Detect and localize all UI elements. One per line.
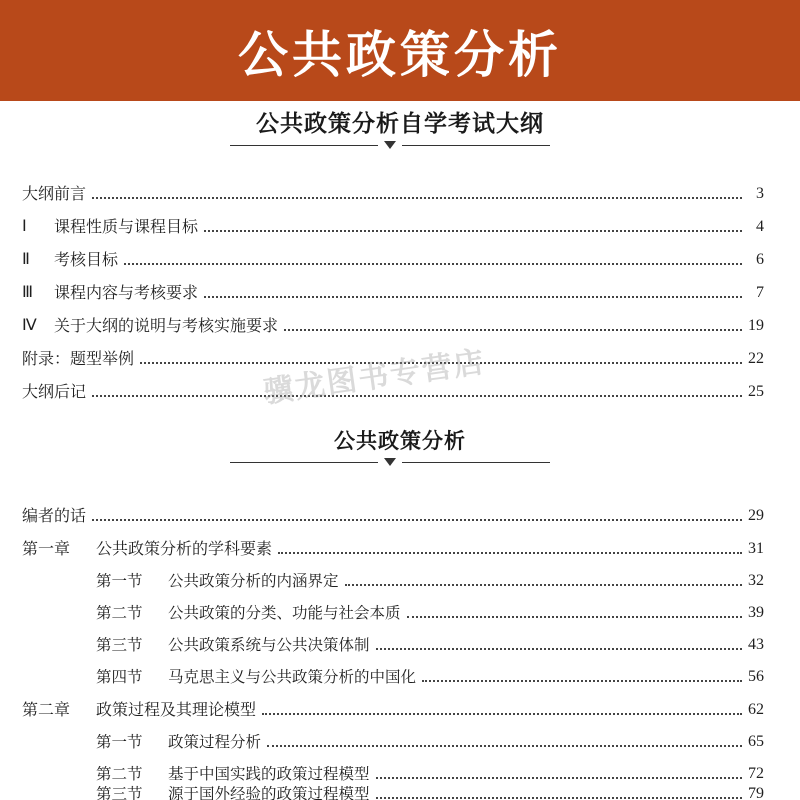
toc-entry-text: 附录：题型举例 [22, 349, 135, 368]
section-title: 政策过程分析 [168, 733, 262, 751]
dot-leader [376, 648, 742, 650]
header-banner [0, 0, 800, 101]
banner-title: 公共政策分析 [238, 25, 562, 84]
toc-page-number: 65 [748, 733, 764, 750]
dot-leader [422, 680, 742, 682]
section-label: 第二节 [96, 604, 143, 622]
toc-section [96, 726, 764, 752]
toc-page-number: 62 [748, 701, 764, 718]
toc-page-number: 39 [748, 604, 764, 621]
toc-page-number: 56 [748, 668, 764, 685]
chapter-title: 政策过程及其理论模型 [96, 700, 257, 719]
dot-leader [204, 296, 742, 298]
dot-leader [407, 616, 742, 618]
book-divider [230, 457, 550, 469]
toc-section [96, 565, 764, 591]
dot-leader [204, 230, 742, 232]
toc-page-number: 6 [756, 251, 764, 268]
section-title: 源于国外经验的政策过程模型 [168, 785, 370, 800]
dot-leader [92, 197, 742, 199]
toc-chapter-2 [22, 694, 764, 720]
toc-entry-outline-3 [22, 277, 764, 303]
section-title: 基于中国实践的政策过程模型 [168, 765, 370, 783]
toc-page-number: 72 [748, 765, 764, 782]
toc-entry-text: 关于大纲的说明与考核实施要求 [54, 316, 279, 335]
toc-entry-text: 编者的话 [22, 506, 87, 525]
toc-section [96, 778, 764, 800]
toc-entry-editors-note [22, 500, 764, 526]
dot-leader [124, 263, 742, 265]
toc-page-number: 4 [756, 218, 764, 235]
toc-section [96, 661, 764, 687]
book-title: 公共政策分析 [334, 428, 466, 453]
toc-page-number: 43 [748, 636, 764, 653]
toc-entry-outline-2 [22, 244, 764, 270]
triangle-down-icon [384, 458, 396, 466]
toc-entry-outline-preface [22, 178, 764, 204]
toc-page-number: 7 [756, 284, 764, 301]
toc-page-number: 79 [748, 785, 764, 800]
toc-chapter-1 [22, 533, 764, 559]
toc-roman-numeral: Ⅲ [22, 284, 34, 301]
section-label: 第一节 [96, 572, 143, 590]
dot-leader [376, 797, 742, 799]
toc-entry-text: 大纲后记 [22, 382, 87, 401]
section-label: 第二节 [96, 765, 143, 783]
toc-section [96, 597, 764, 623]
toc-page-number: 3 [756, 185, 764, 202]
toc-entry-outline-postscript [22, 376, 764, 402]
chapter-title: 公共政策分析的学科要素 [96, 539, 273, 558]
chapter-label: 第一章 [22, 539, 71, 558]
toc-roman-numeral: Ⅰ [22, 218, 27, 235]
toc-page-number: 29 [748, 507, 764, 524]
section-title: 公共政策系统与公共决策体制 [168, 636, 370, 654]
triangle-down-icon [384, 141, 396, 149]
section-label: 第三节 [96, 785, 143, 800]
toc-page-number: 19 [748, 317, 764, 334]
toc-entry-text: 课程性质与课程目标 [54, 217, 199, 236]
toc-roman-numeral: Ⅳ [22, 317, 37, 334]
toc-entry-text: 考核目标 [54, 250, 119, 269]
toc-section [96, 629, 764, 655]
dot-leader [345, 584, 742, 586]
dot-leader [278, 552, 742, 554]
section-title: 公共政策分析的内涵界定 [168, 572, 339, 590]
toc-roman-numeral: Ⅱ [22, 251, 30, 268]
toc-page-number: 31 [748, 540, 764, 557]
section-title: 马克思主义与公共政策分析的中国化 [168, 668, 417, 686]
toc-entry-outline-appendix [22, 343, 764, 369]
dot-leader [140, 362, 742, 364]
dot-leader [92, 395, 742, 397]
toc-page-number: 25 [748, 383, 764, 400]
store-watermark: 骥龙图书专营店 [261, 344, 488, 411]
outline-title: 公共政策分析自学考试大纲 [256, 110, 544, 137]
section-label: 第一节 [96, 733, 143, 751]
dot-leader [92, 519, 742, 521]
chapter-label: 第二章 [22, 700, 71, 719]
toc-page-number: 22 [748, 350, 764, 367]
toc-entry-text: 大纲前言 [22, 184, 87, 203]
outline-divider [230, 140, 550, 152]
dot-leader [267, 745, 742, 747]
toc-page-number: 32 [748, 572, 764, 589]
section-label: 第三节 [96, 636, 143, 654]
toc-entry-text: 课程内容与考核要求 [54, 283, 199, 302]
toc-entry-outline-4 [22, 310, 764, 336]
toc-entry-outline-1 [22, 211, 764, 237]
dot-leader [262, 713, 742, 715]
dot-leader [284, 329, 742, 331]
section-label: 第四节 [96, 668, 143, 686]
section-title: 公共政策的分类、功能与社会本质 [168, 604, 401, 622]
